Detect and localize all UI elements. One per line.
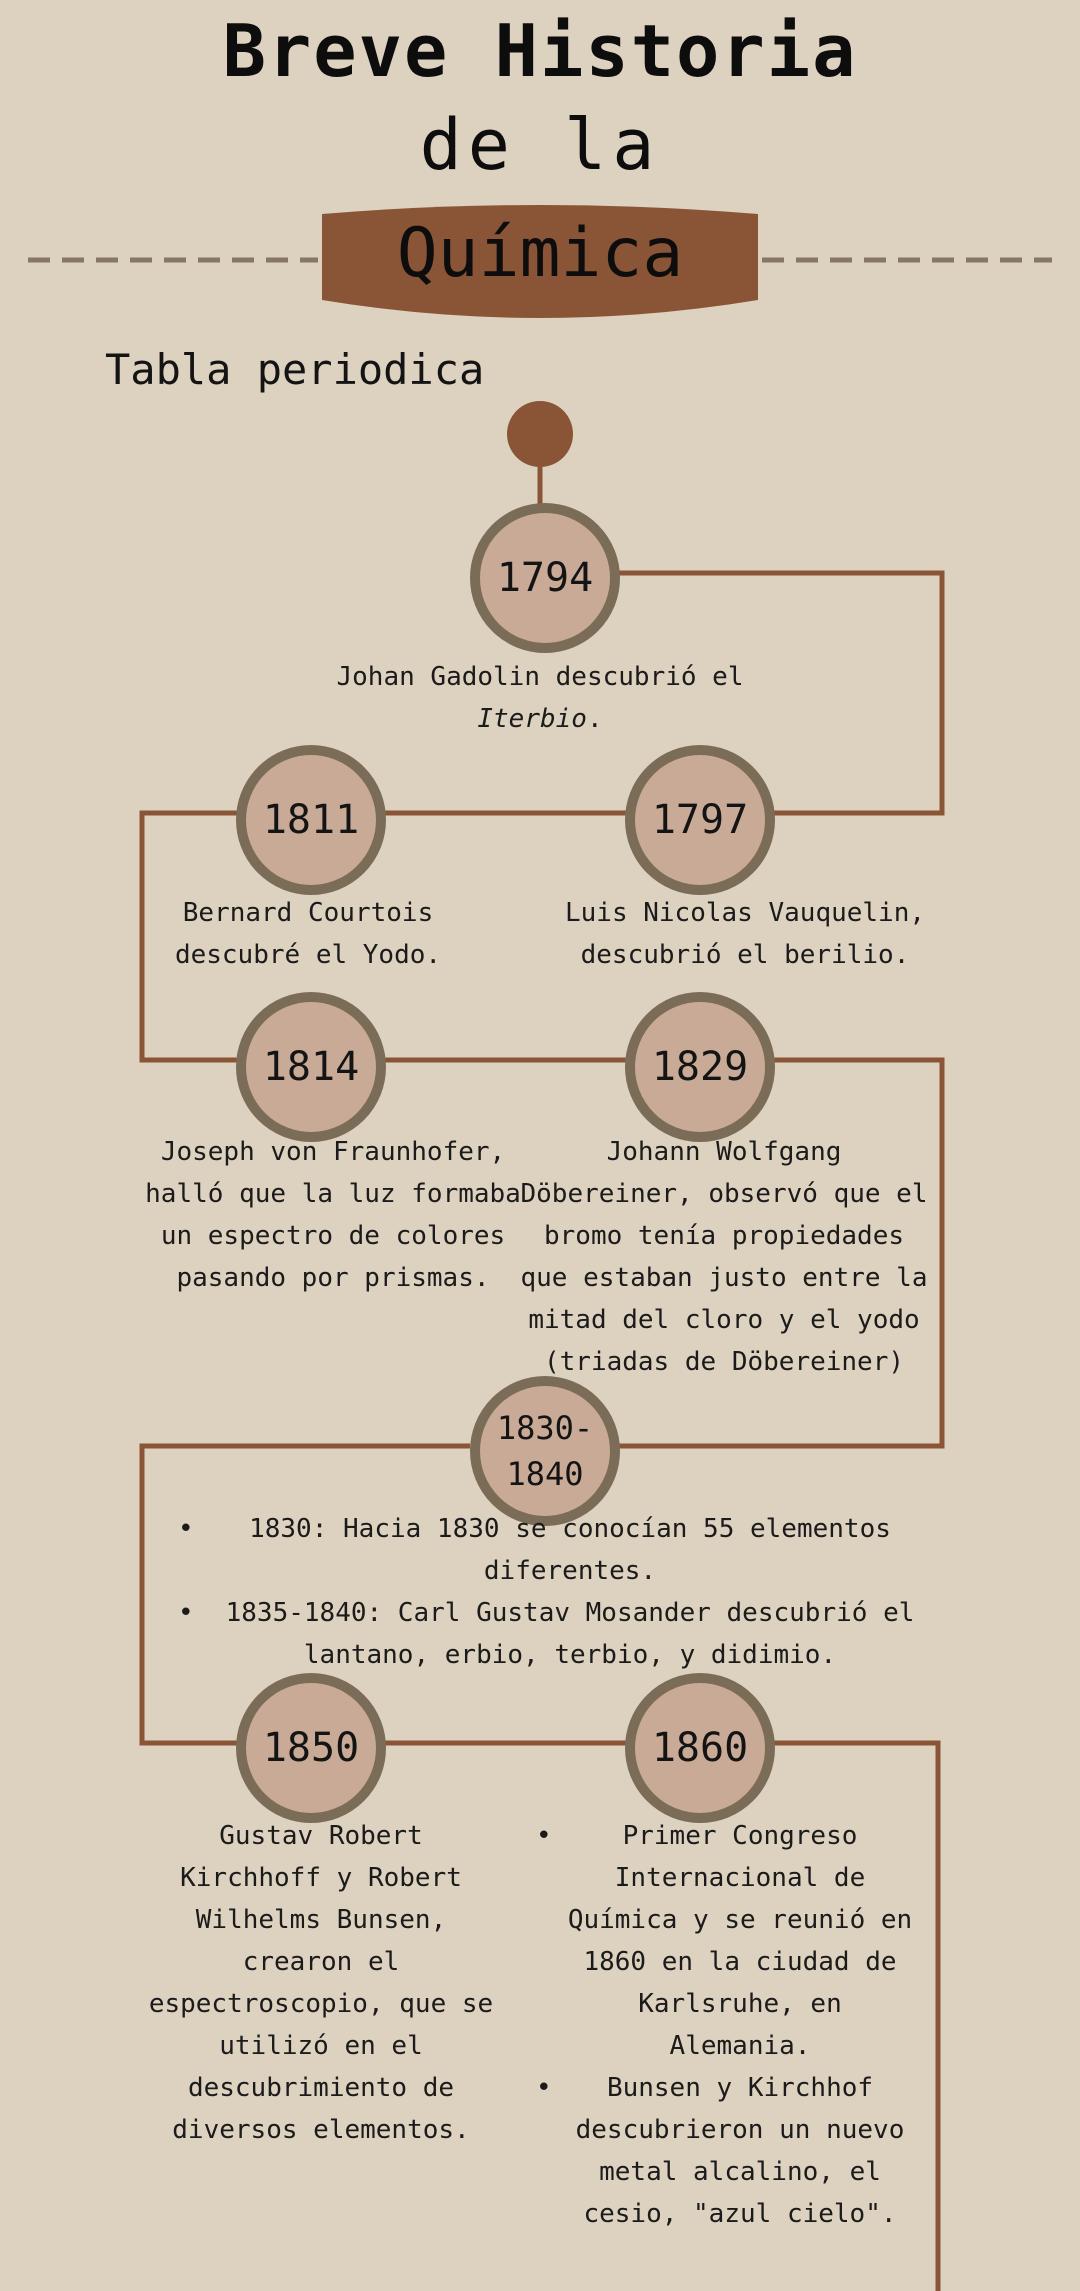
list-item [536, 2067, 920, 2235]
year-label: 1797 [651, 797, 749, 843]
list-item-text: Primer Congreso Internacional de Química y se reunió en 1860 en la ciudad de Karlsruhe, en Alemania. [567, 1821, 913, 2061]
list-item [536, 1815, 920, 2067]
bullet-icon: • [536, 2073, 552, 2103]
year-circle-1829 [625, 992, 775, 1142]
year-circle-1811 [236, 745, 386, 895]
event-list-1860 [536, 1815, 920, 2235]
title-line-1: Breve Historia [222, 9, 858, 93]
year-label: 1811 [262, 797, 360, 843]
element-name-emphasis: Iterbio [477, 704, 587, 734]
year-label: 1850 [262, 1725, 360, 1771]
event-list-1830-1840 [180, 1508, 960, 1676]
event-text-1811: Bernard Courtois descubré el Yodo. [174, 898, 442, 970]
year-label: 1829 [651, 1044, 749, 1090]
year-circle-1860 [625, 1673, 775, 1823]
year-label: 1830-1840 [496, 1409, 594, 1493]
year-label: 1814 [262, 1044, 360, 1090]
list-item-text: 1835-1840: Carl Gustav Mosander descubrió el lantano, erbio, terbio, y didimio. [225, 1598, 915, 1670]
year-circle-1830-1840 [470, 1376, 620, 1526]
section-subtitle: Tabla periodica [105, 345, 485, 394]
year-circle-1814 [236, 992, 386, 1142]
list-item [180, 1508, 960, 1592]
bullet-icon: • [178, 1514, 194, 1544]
event-text-1794 [290, 656, 790, 740]
event-text-part: . [586, 704, 603, 734]
event-text-1829: Johann Wolfgang Döbereiner, observó que el bromo tenía propiedades que estaban justo entre la mitad del cloro y el yodo (triadas de Döbereiner) [520, 1137, 928, 1377]
title-line-3: Química [396, 214, 684, 293]
timeline-start-dot [507, 401, 573, 467]
list-item-text: 1830: Hacia 1830 se conocían 55 elementos diferentes. [249, 1514, 891, 1586]
event-text-1850: Gustav Robert Kirchhoff y Robert Wilhelms Bunsen, crearon el espectroscopio, que se utilizó en el descubrimiento de diversos elementos. [148, 1821, 494, 2145]
list-item [180, 1592, 960, 1676]
year-circle-1794 [470, 503, 620, 653]
year-circle-1797 [625, 745, 775, 895]
event-text-part: Johan Gadolin descubrió el [336, 662, 744, 692]
year-label: 1860 [651, 1725, 749, 1771]
bullet-icon: • [536, 1821, 552, 1851]
year-label: 1794 [496, 555, 594, 601]
list-item-text: Bunsen y Kirchhof descubrieron un nuevo metal alcalino, el cesio, "azul cielo". [575, 2073, 905, 2229]
year-circle-1850 [236, 1673, 386, 1823]
event-text-1814: Joseph von Fraunhofer, halló que la luz formaba un espectro de colores pasando por prismas. [145, 1137, 521, 1293]
title-line-2: de la [419, 104, 661, 186]
bullet-icon: • [178, 1598, 194, 1628]
event-text-1797: Luis Nicolas Vauquelin, descubrió el berilio. [564, 898, 926, 970]
